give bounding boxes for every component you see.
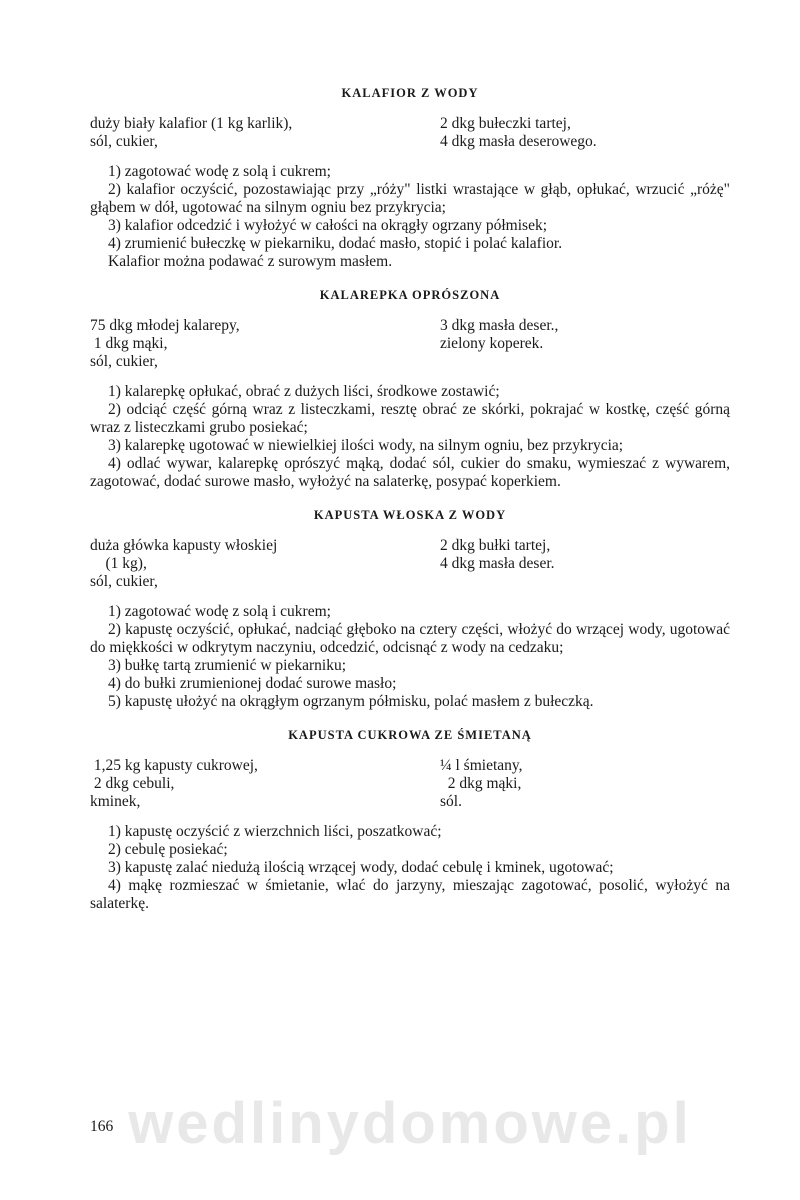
ingredients bbox=[90, 537, 730, 591]
ingredient: duży biały kalafior (1 kg karlik), bbox=[90, 115, 293, 132]
ingredient: 2 dkg cebuli, bbox=[90, 775, 175, 792]
ingredients bbox=[90, 757, 730, 811]
watermark: wedlinydomowe.pl bbox=[128, 1091, 692, 1156]
ingredient: duża główka kapusty włoskiej bbox=[90, 537, 278, 554]
ingredient: kminek, bbox=[90, 793, 141, 810]
steps bbox=[90, 163, 730, 271]
ingredient: 1 dkg mąki, bbox=[90, 335, 168, 352]
recipe-title: KALAREPKA OPRÓSZONA bbox=[319, 288, 501, 302]
recipe-page bbox=[90, 85, 730, 929]
step: 3) bułkę tartą zrumienić w piekarniku; bbox=[108, 657, 347, 674]
recipe-kalafior bbox=[90, 85, 730, 271]
ingredient: 4 dkg masła deser. bbox=[440, 555, 555, 572]
ingredient: zielony koperek. bbox=[440, 335, 544, 352]
ingredient: 1,25 kg kapusty cukrowej, bbox=[90, 757, 258, 774]
recipe-title: KAPUSTA CUKROWA ZE ŚMIETANĄ bbox=[288, 728, 532, 742]
recipe-title: KAPUSTA WŁOSKA Z WODY bbox=[313, 508, 507, 522]
ingredient: sól. bbox=[440, 793, 462, 810]
step: 3) kapustę zalać niedużą ilością wrzącej wody, dodać cebulę i kminek, ugotować; bbox=[108, 859, 614, 876]
ingredients bbox=[90, 317, 730, 371]
step: 2) odciąć część górną wraz z listeczkami, resztę obrać ze skórki, pokrajać w kostkę, część górną wraz z listeczkami grubo posiekać; bbox=[90, 401, 730, 436]
ingredient: 2 dkg bułeczki tartej, bbox=[440, 115, 571, 132]
ingredient: 75 dkg młodej kalarepy, bbox=[90, 317, 240, 334]
step: 1) kapustę oczyścić z wierzchnich liści, poszatkować; bbox=[108, 823, 442, 840]
note: Kalafior można podawać z surowym masłem. bbox=[108, 253, 393, 270]
step: 1) kalarepkę opłukać, obrać z dużych liści, środkowe zostawić; bbox=[108, 383, 500, 400]
step: 4) odlać wywar, kalarepkę oprószyć mąką, dodać sól, cukier do smaku, wymieszać z wywarem, zagotować, dodać surowe masło, wyłożyć na salaterkę, posypać koperkiem. bbox=[90, 455, 730, 490]
steps bbox=[90, 823, 730, 913]
recipe-kalarepka bbox=[90, 287, 730, 491]
ingredient: ¼ l śmietany, bbox=[440, 757, 523, 774]
recipe-title: KALAFIOR Z WODY bbox=[341, 86, 479, 100]
step: 2) kalafior oczyścić, pozostawiając przy „róży" listki wrastające w głąb, opłukać, wrzucić „różę" głąbem w dół, ugotować na silnym ogniu bez przykrycia; bbox=[90, 181, 730, 216]
ingredients bbox=[90, 115, 730, 151]
recipe-kapusta-cukrowa bbox=[90, 727, 730, 913]
recipe-kapusta-wloska bbox=[90, 507, 730, 711]
page-number: 166 bbox=[90, 1118, 114, 1135]
step: 3) kalafior odcedzić i wyłożyć w całości na okrągły ogrzany półmisek; bbox=[108, 217, 548, 234]
steps bbox=[90, 383, 730, 491]
ingredient: (1 kg), bbox=[90, 555, 147, 572]
ingredient: 4 dkg masła deserowego. bbox=[440, 133, 597, 150]
step: 2) kapustę oczyścić, opłukać, nadciąć głęboko na cztery części, włożyć do wrzącej wody, ugotować do miękkości w odkrytym naczyniu, odcedzić, odcisnąć z wody na cedzaku; bbox=[90, 621, 730, 656]
ingredient: sól, cukier, bbox=[90, 573, 158, 590]
step: 4) mąkę rozmieszać w śmietanie, wlać do jarzyny, mieszając zagotować, posolić, wyłożyć na salaterkę. bbox=[90, 877, 730, 912]
step: 5) kapustę ułożyć na okrągłym ogrzanym półmisku, polać masłem z bułeczką. bbox=[108, 693, 594, 710]
ingredient: 2 dkg mąki, bbox=[440, 775, 522, 792]
step: 4) zrumienić bułeczkę w piekarniku, dodać masło, stopić i polać kalafior. bbox=[108, 235, 563, 252]
ingredient: 2 dkg bułki tartej, bbox=[440, 537, 551, 554]
ingredient: sól, cukier, bbox=[90, 353, 158, 370]
steps bbox=[90, 603, 730, 711]
step: 4) do bułki zrumienionej dodać surowe masło; bbox=[108, 675, 397, 692]
step: 3) kalarepkę ugotować w niewielkiej ilości wody, na silnym ogniu, bez przykrycia; bbox=[108, 437, 624, 454]
ingredient: 3 dkg masła deser., bbox=[440, 317, 559, 334]
ingredient: sól, cukier, bbox=[90, 133, 158, 150]
step: 1) zagotować wodę z solą i cukrem; bbox=[108, 163, 331, 180]
step: 1) zagotować wodę z solą i cukrem; bbox=[108, 603, 331, 620]
step: 2) cebulę posiekać; bbox=[108, 841, 228, 858]
